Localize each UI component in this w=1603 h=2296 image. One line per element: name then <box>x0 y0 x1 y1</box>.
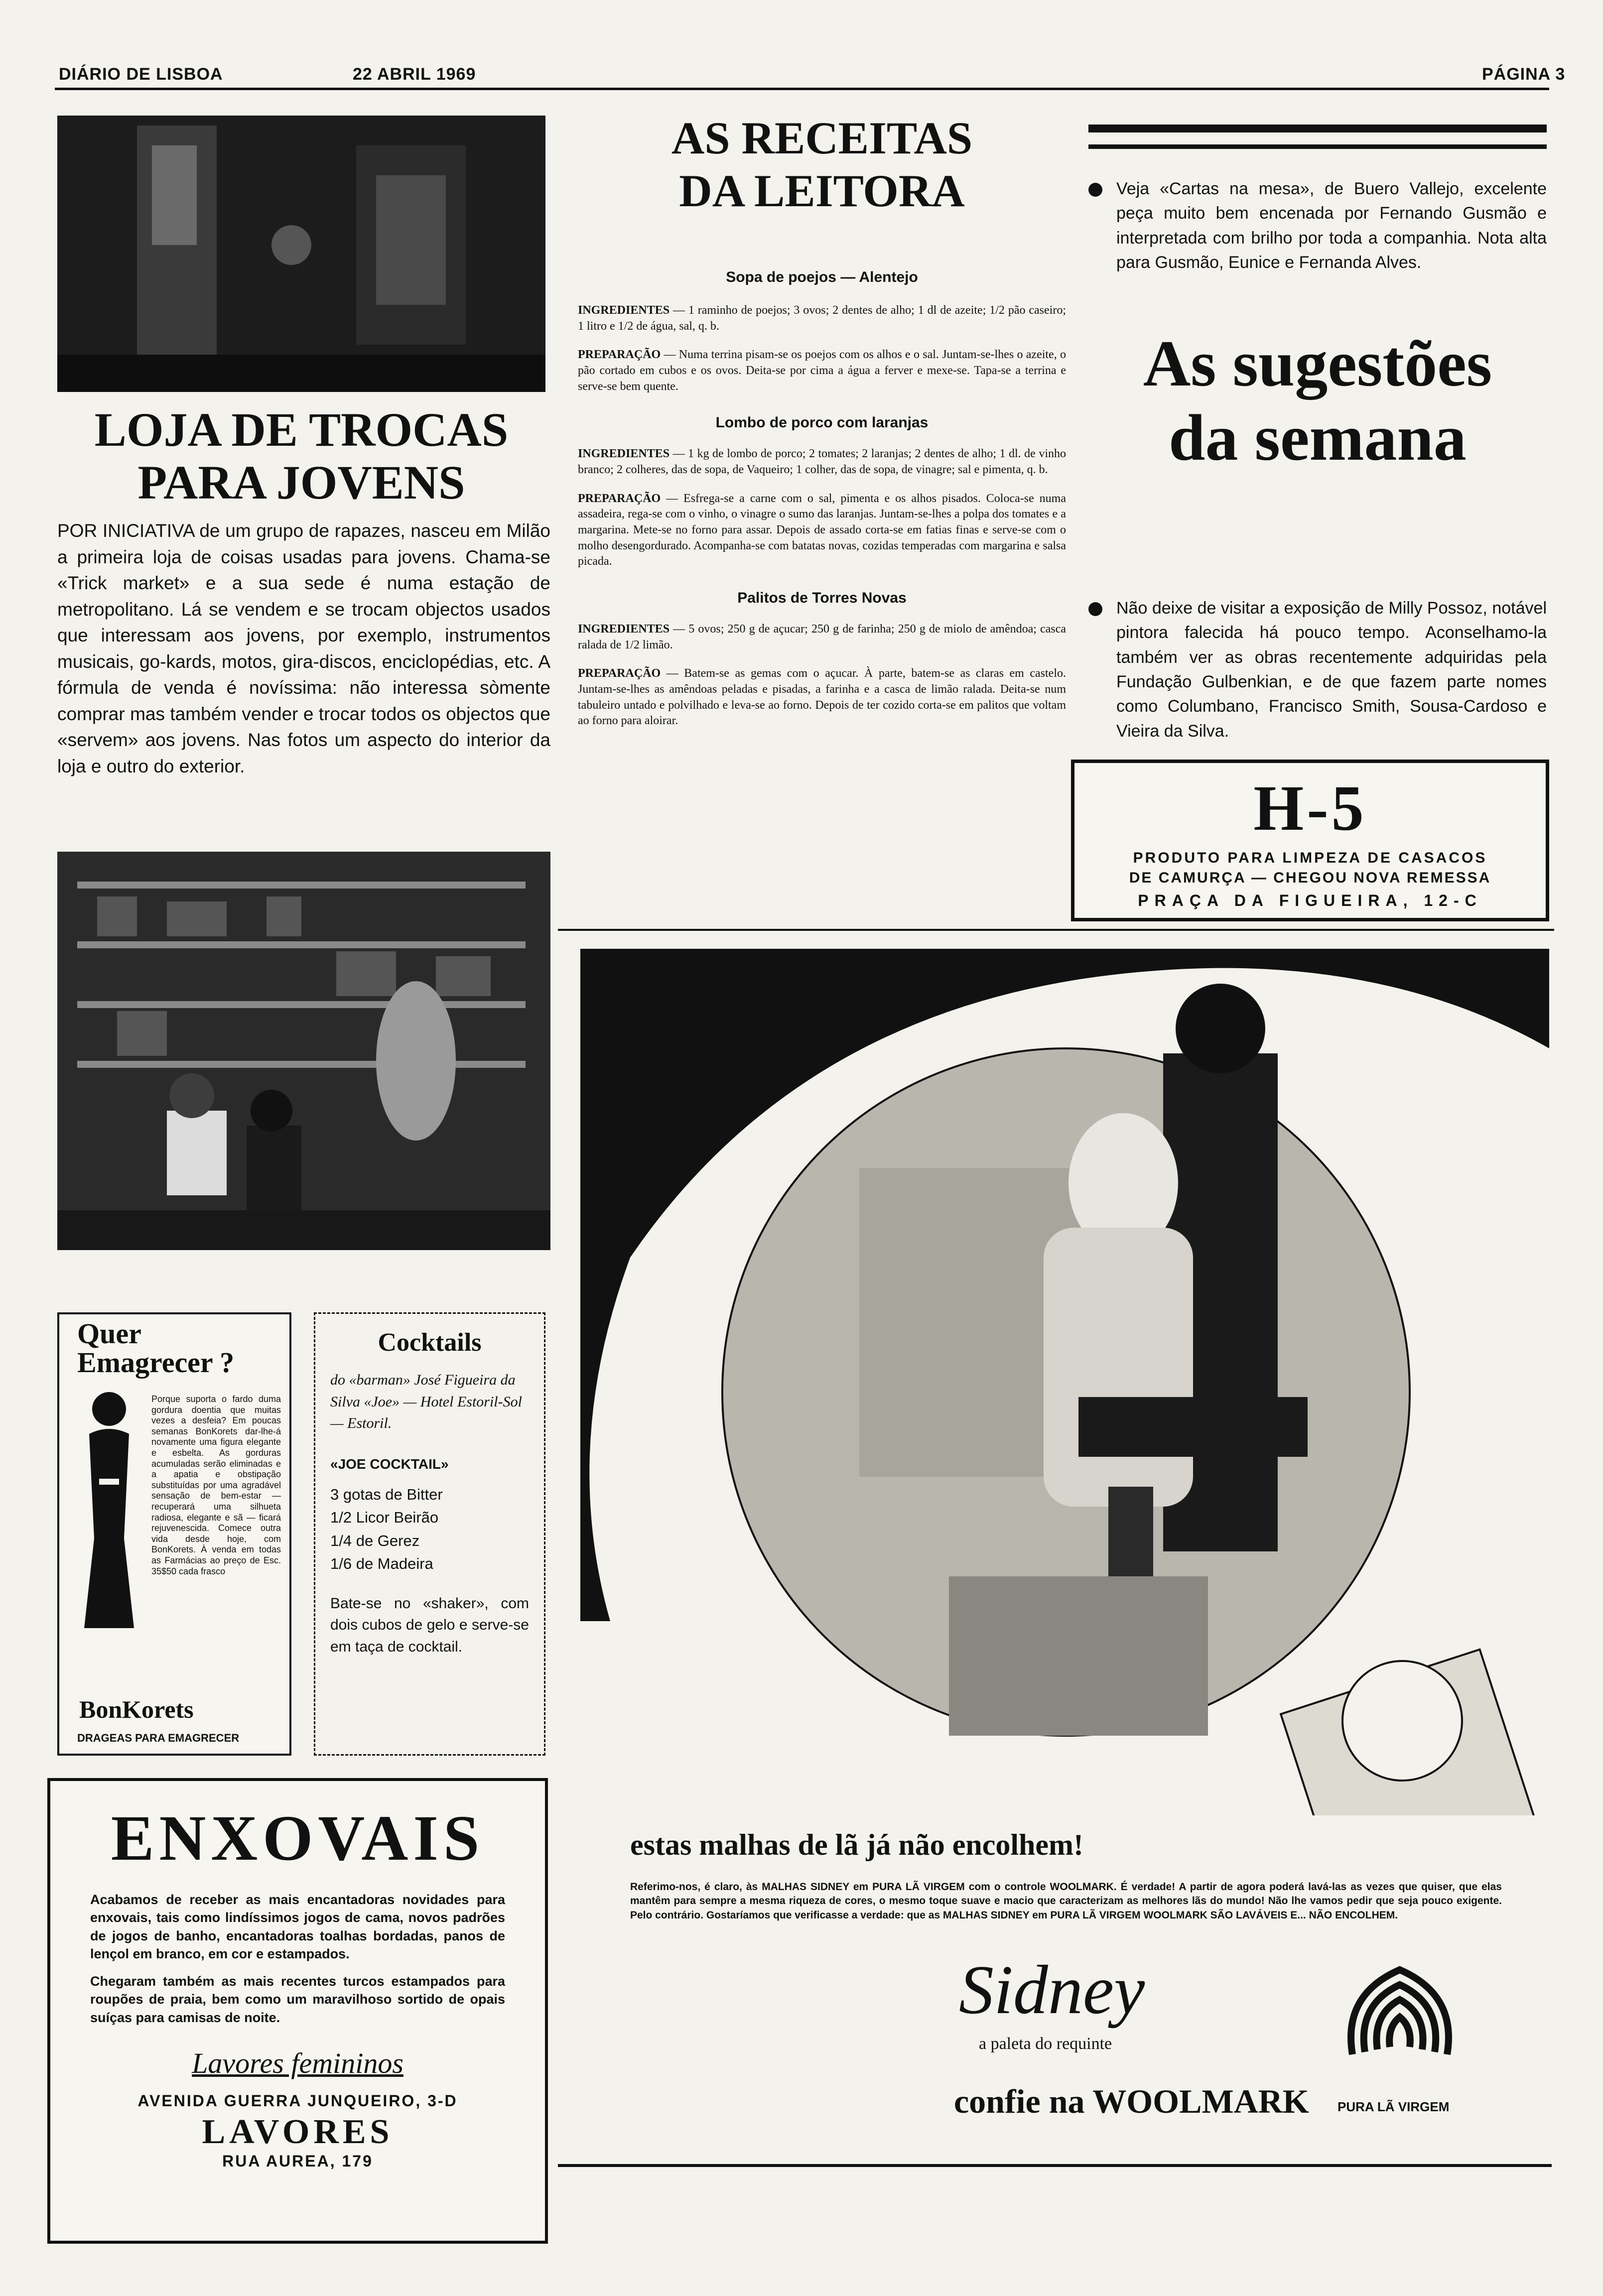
cocktail-ingredients <box>330 1483 529 1576</box>
emagrecer-title2: Emagrecer ? <box>77 1346 235 1379</box>
sidney-models-photo <box>580 949 1549 1815</box>
sugestoes-rule-top <box>1088 125 1547 132</box>
h5-title: H-5 <box>1253 772 1367 844</box>
recipe-ingredients <box>578 622 1066 653</box>
loja-headline-line1: LOJA DE TROCAS <box>94 403 509 456</box>
suggestion-text: Veja «Cartas na mesa», de Buero Vallejo, excelente peça muito bem encenada por Fernando Gusmão e interpretada com brilho por toda a companhia. Nota alta para Gusmão, Eunice e Fernanda Alves. <box>1116 179 1547 272</box>
recipe-preparation <box>578 666 1066 729</box>
suggestion-text: Não deixe de visitar a exposição de Milly Possoz, notável pintora falecida há pouco tempo. Aconselhamo-la também ver as obras recentemente adquiridas pela Fundação Gulbenkian, e de que fazem parte nomes como Columbano, Francisco Smith, Sousa-Cardoso e Vieira da Silva. <box>1116 599 1547 741</box>
cocktail-ingredient: 1/2 Licor Beirão <box>330 1509 439 1526</box>
ingredients-label: INGREDIENTES <box>578 447 670 461</box>
bottom-rule <box>558 2164 1552 2167</box>
bonkorets-ad <box>57 1312 291 1756</box>
cocktail-ingredient: 1/4 de Gerez <box>330 1531 420 1549</box>
loja-headline <box>57 403 545 509</box>
cocktail-method: Bate-se no «shaker», com dois cubos de gelo e serve-se em taça de cocktail. <box>330 1595 529 1655</box>
recipe-title: Sopa de poejos — Alentejo <box>726 269 918 285</box>
cocktail-name: «JOE COCKTAIL» <box>330 1456 449 1472</box>
h5-ad <box>1071 760 1549 921</box>
section-rule <box>558 929 1554 931</box>
preparation-text: — Numa terrina pisam-se os poejos com os alhos e o sal. Juntam-se-lhes o azeite, o pão cortado em cubos e os ovos. Deita-se por cima a água a ferver e mexe-se. Tapa-se a terrina e serve-se bem quente. <box>578 348 1066 393</box>
loja-headline-line2: PARA JOVENS <box>137 455 465 509</box>
woman-silhouette-illustration <box>69 1389 149 1638</box>
recipe-title: Palitos de Torres Novas <box>737 590 907 607</box>
sidney-body: Referimo-nos, é claro, às MALHAS SIDNEY em PURA LÃ VIRGEM com o controle WOOLMARK. É verdade! A partir de agora poderá lavá-las as vezes que quiser, que elas mantêm para sempre a mesma riqueza de cores, o mesmo toque suave e macio que caracterizam as melhores lãs do mundo! Não lhe vamos pedir que seja pouco exigente. Pelo contrário. Gostaríamos que verificasse a verdade: que as MALHAS SIDNEY em PURA LÃ VIRGEM WOOLMARK SÃO LAVÁVEIS E... NÃO ENCOLHEM. <box>630 1881 1502 1921</box>
recipe-preparation <box>578 491 1066 570</box>
cocktail-ingredient: 3 gotas de Bitter <box>330 1485 443 1503</box>
cocktail-ingredient: 1/6 de Madeira <box>330 1555 433 1572</box>
preparation-label: PREPARAÇÃO <box>578 348 661 362</box>
h5-address: PRAÇA DA FIGUEIRA, 12-C <box>1138 892 1482 909</box>
sidney-ad <box>580 949 1549 2164</box>
cocktails-title: Cocktails <box>378 1328 482 1357</box>
page-number: PÁGINA 3 <box>1482 65 1566 84</box>
h5-line1: PRODUTO PARA LIMPEZA DE CASACOS <box>1133 850 1487 866</box>
ingredients-text: — 5 ovos; 250 g de açucar; 250 g de farinha; 250 g de miolo de amêndoa; casca ralada de 1/2 limão. <box>578 623 1066 651</box>
suggestion-item <box>1088 177 1547 275</box>
recipe-title: Lombo de porco com laranjas <box>715 414 929 431</box>
sidney-logo: Sidney <box>959 1951 1145 2029</box>
sugestoes-headline-line1: As sugestões <box>1143 327 1492 400</box>
header-rule <box>55 88 1549 90</box>
bonkorets-brand: BonKorets <box>79 1695 194 1723</box>
lavores-brand: LAVORES <box>202 2113 394 2152</box>
enxovais-signature: Lavores femininos <box>192 2047 403 2080</box>
receitas-headline-line2: DA LEITORA <box>679 165 965 216</box>
sidney-headline: estas malhas de lã já não encolhem! <box>630 1828 1083 1861</box>
enxovais-address2: RUA AUREA, 179 <box>222 2152 373 2170</box>
bullet-icon <box>1088 183 1102 197</box>
preparation-label: PREPARAÇÃO <box>578 492 661 505</box>
receitas-headline <box>578 112 1066 218</box>
shop-interior-photo-top <box>57 116 545 392</box>
emagrecer-title1: Quer <box>77 1317 141 1350</box>
issue-date: 22 ABRIL 1969 <box>353 65 476 84</box>
ingredients-text: — 1 kg de lombo de porco; 2 tomates; 2 laranjas; 2 dentes de alho; 1 dl. de vinho branco; 2 colheres, das de sopa, de Vaqueiro; 1 colher, das de sopa, de vinagre; sal e pimenta, q. b. <box>578 447 1066 477</box>
emagrecer-body: Porque suporta o fardo duma gordura doentia que muitas vezes a desfeia? Em poucas semanas BonKorets dar-lhe-á novamente uma figura elegante e esbelta. As gorduras acumuladas serão eliminadas e a apatia e obstipação substituídas por uma agradável sensação de bem-estar — recuperará uma silhueta radiosa, elegante e sã — ficará rejuvenescida. Comece outra vida desde hoje, com BonKorets. À venda em todas as Farmácias ao preço de Esc. 35$50 cada frasco <box>151 1394 281 1576</box>
recipe-ingredients <box>578 303 1066 334</box>
suggestion-item <box>1088 596 1547 744</box>
preparation-label: PREPARAÇÃO <box>578 667 661 680</box>
enxovais-body2: Chegaram também as mais recentes turcos estampados para roupões de praia, bem como um maravilhoso sortido de opais suíças para camisas de noite. <box>90 1973 505 2025</box>
loja-article-body: POR INICIATIVA de um grupo de rapazes, nasceu em Milão a primeira loja de coisas usadas para jovens. Chama-se «Trick market» e a sua sede é numa estação de metropolitano. Lá se vendem e se trocam objectos usados que interessam aos jovens, por exemplo, instrumentos musicais, go-kards, motos, gira-discos, enciclopédias, etc. A fórmula de venda é novíssima: não interessa sòmente comprar mas também vender e trocar todos os objectos que «servem» aos jovens. Nas fotos um aspecto do interior da loja e outro do exterior. <box>57 520 550 776</box>
recipe-preparation <box>578 347 1066 394</box>
cocktails-box <box>314 1312 545 1756</box>
sidney-tagline: a paleta do requinte <box>979 2035 1112 2053</box>
wool-tag: PURA LÃ VIRGEM <box>1337 2099 1450 2114</box>
ingredients-label: INGREDIENTES <box>578 304 670 317</box>
h5-line2: DE CAMURÇA — CHEGOU NOVA REMESSA <box>1129 870 1491 886</box>
preparation-text: — Esfrega-se a carne com o sal, pimenta e os alhos pisados. Coloca-se numa assadeira, rega-se com o vinho, o vinagre o sumo das laranjas. Juntam-se-lhes a polpa dos tomates e a margarina. Mete-se no forno para assar. Depois de assado corta-se em fatias finas e serve-se com o molho desengordurado. Acompanha-se com batatas novas, cozidas temperadas com margarina e salsa picada. <box>578 492 1066 568</box>
recipes-list <box>578 269 1066 742</box>
sugestoes-rule-bottom <box>1088 144 1547 149</box>
bullet-icon <box>1088 602 1102 616</box>
bonkorets-tagline: DRAGEAS PARA EMAGRECER <box>77 1732 240 1744</box>
shop-interior-photo-bottom <box>57 852 550 1250</box>
enxovais-address1: AVENIDA GUERRA JUNQUEIRO, 3-D <box>137 2092 458 2110</box>
cocktails-intro: do «barman» José Figueira da Silva «Joe» — Hotel Estoril-Sol — Estoril. <box>330 1372 522 1431</box>
enxovais-body: Acabamos de receber as mais encantadoras novidades para enxovais, tais como lindíssimos jogos de cama, novos padrões de jogos de banho, encantadoras toalhas bordadas, panos de lençol em branco, em cor e estampados. <box>90 1892 505 1962</box>
receitas-headline-line1: AS RECEITAS <box>671 113 973 163</box>
woolmark-icon <box>1337 1955 1462 2074</box>
ingredients-text: — 1 raminho de poejos; 3 ovos; 2 dentes de alho; 1 dl de azeite; 1/2 pão caseiro; 1 litro e 1/2 de água, sal, q. b. <box>578 304 1066 333</box>
newspaper-name: DIÁRIO DE LISBOA <box>59 65 223 84</box>
sugestoes-headline <box>1088 326 1547 475</box>
recipe-ingredients <box>578 446 1066 478</box>
preparation-text: — Batem-se as gemas com o açucar. À parte, batem-se as claras em castelo. Juntam-se-lhes as amêndoas peladas e pisadas, a farinha e a casca de limão ralada. Deita-se num tabuleiro untado e polvilhado e leva-se ao forno. Depois de ter cozido corta-se em palitos que voltam ao forno para aloirar. <box>578 667 1067 728</box>
enxovais-title: ENXOVAIS <box>111 1802 485 1874</box>
ingredients-label: INGREDIENTES <box>578 623 670 636</box>
enxovais-ad <box>47 1778 548 2244</box>
sugestoes-headline-line2: da semana <box>1169 401 1467 475</box>
woolmark-slogan: confie na WOOLMARK <box>954 2082 1309 2120</box>
